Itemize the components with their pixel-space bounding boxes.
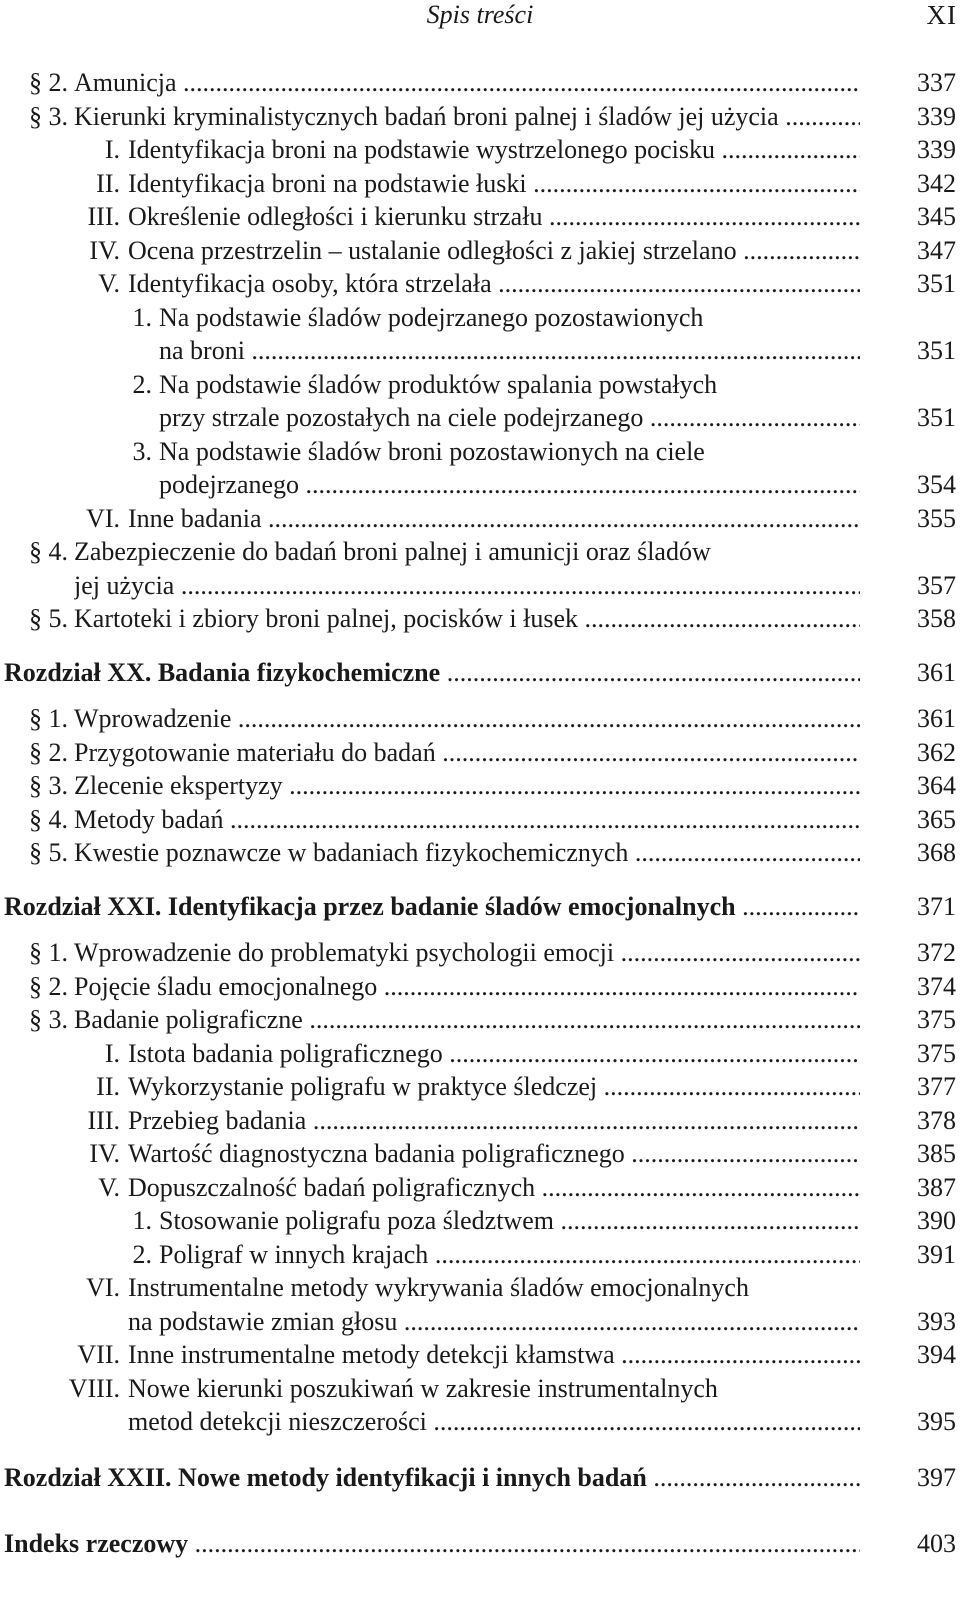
- toc-entry-page: 374: [917, 971, 956, 1001]
- toc-entry: [0, 234, 960, 268]
- toc-entry: [0, 970, 960, 1004]
- toc-entry-title: Przygotowanie materiału do badań .....: [74, 736, 860, 770]
- toc-entry-title: Kwestie poznawcze w badaniach fizykochemicznych .....: [74, 836, 860, 870]
- toc-entry-page: 391: [917, 1239, 956, 1269]
- toc-entry: [0, 1037, 960, 1071]
- running-header: [0, 0, 960, 34]
- toc-entry-title: Badanie poligraficzne .....: [74, 1003, 860, 1037]
- toc-entry: [0, 702, 960, 736]
- toc-entry-page: 337: [917, 68, 956, 97]
- toc-entry-page: 345: [917, 202, 956, 231]
- toc-chapter-entry: [0, 1527, 960, 1561]
- toc-entry-title: Wykorzystanie poligrafu w praktyce śledczej .....: [128, 1070, 860, 1104]
- toc-entry-number: 1.: [132, 302, 152, 332]
- toc-entry-page: 385: [917, 1139, 956, 1168]
- toc-entry-number: 3.: [132, 436, 152, 466]
- toc-entry-number: II.: [96, 1072, 120, 1101]
- toc-entry: [0, 167, 960, 201]
- toc-entry-title: Poligraf w innych krajach .....: [159, 1238, 860, 1272]
- toc-entry-title: na broni .....: [159, 334, 860, 368]
- toc-entry-page: 387: [917, 1172, 956, 1202]
- toc-entry-number: I.: [104, 135, 120, 164]
- toc-entry-title: Identyfikacja broni na podstawie łuski .....: [128, 167, 860, 201]
- toc-entry-page: 342: [917, 168, 956, 198]
- toc-entry-number: IV.: [89, 1139, 120, 1168]
- toc-entry-title: przy strzale pozostałych na ciele podejrzanego .....: [159, 401, 860, 435]
- toc-entry: [0, 100, 960, 134]
- toc-entry-title: Zabezpieczenie do badań broni palnej i amunicji oraz śladów: [74, 537, 711, 566]
- toc-entry-title: Rozdział XX. Badania fizykochemiczne .....: [4, 656, 860, 690]
- toc-entry-page: 361: [917, 657, 956, 687]
- toc-entry: [0, 1204, 960, 1238]
- toc-entry-page: 397: [917, 1462, 956, 1492]
- toc-entry-page: 395: [917, 1407, 956, 1436]
- toc-entry: [0, 936, 960, 970]
- toc-entry-title: Istota badania poligraficznego .....: [128, 1037, 860, 1071]
- toc-entry-number: III.: [87, 202, 120, 231]
- toc-entry: [0, 535, 960, 602]
- toc-entry: [0, 368, 960, 435]
- toc-entry: [0, 200, 960, 234]
- toc-entry-title: Określenie odległości i kierunku strzału .....: [128, 200, 860, 234]
- toc-entry-number: § 4.: [29, 804, 68, 834]
- toc-entry: [0, 301, 960, 368]
- toc-entry: [0, 1003, 960, 1037]
- toc-entry-number: § 2.: [29, 971, 68, 1001]
- toc-entry: [0, 1070, 960, 1104]
- toc-entry-number: § 1.: [29, 938, 68, 967]
- toc-entry-page: 372: [917, 938, 956, 967]
- toc-entry-title: Identyfikacja osoby, która strzelała .....: [128, 267, 860, 301]
- toc-entry-page: 358: [917, 604, 956, 633]
- toc-entry-number: III.: [87, 1105, 120, 1135]
- toc-entry-title: Wprowadzenie .....: [74, 702, 860, 736]
- toc-entry: [0, 769, 960, 803]
- toc-entry-title: Na podstawie śladów podejrzanego pozostawionych: [159, 302, 704, 332]
- toc-entry-page: 375: [917, 1038, 956, 1068]
- toc-entry: [0, 502, 960, 536]
- toc-entry-number: II.: [96, 168, 120, 198]
- toc-entry: [0, 1171, 960, 1205]
- toc-entry-title: Amunicja .....: [74, 66, 860, 100]
- toc-entry: [0, 133, 960, 167]
- toc-entry-title: Przebieg badania .....: [128, 1104, 860, 1138]
- toc-entry-number: § 1.: [29, 704, 68, 733]
- toc-entry-page: 390: [917, 1206, 956, 1235]
- toc-entry-number: 2.: [132, 369, 152, 399]
- toc-entry-title: Identyfikacja broni na podstawie wystrzelonego pocisku .....: [128, 133, 860, 167]
- toc-entry-number: § 4.: [29, 537, 68, 566]
- toc-entry-title: podejrzanego .....: [159, 468, 860, 502]
- toc-entry-page: 393: [917, 1306, 956, 1336]
- toc-entry-number: VII.: [77, 1340, 120, 1369]
- toc-entry-number: § 3.: [29, 771, 68, 800]
- toc-entry-page: 339: [917, 101, 956, 131]
- toc-entry-number: VIII.: [68, 1373, 120, 1403]
- toc-entry-number: 2.: [132, 1239, 152, 1269]
- toc-entry-page: 351: [917, 269, 956, 298]
- toc-entry-number: V.: [98, 269, 120, 298]
- toc-entry-number: § 3.: [29, 1005, 68, 1034]
- toc-entry-title: Nowe kierunki poszukiwań w zakresie instrumentalnych: [128, 1373, 718, 1403]
- toc-entry-page: 378: [917, 1105, 956, 1135]
- toc-entry: [0, 1338, 960, 1372]
- toc-entry-title: Instrumentalne metody wykrywania śladów emocjonalnych: [128, 1273, 749, 1302]
- toc-entry-page: 364: [917, 771, 956, 800]
- toc-entry-title: Wprowadzenie do problematyki psychologii emocji .....: [74, 936, 860, 970]
- toc-entry-number: § 3.: [29, 101, 68, 131]
- toc-entry: [0, 66, 960, 100]
- toc-entry-page: 357: [917, 570, 956, 600]
- toc-entry: [0, 803, 960, 837]
- toc-entry-title: jej użycia .....: [74, 569, 860, 603]
- toc-entry-title: Stosowanie poligrafu poza śledztwem .....: [159, 1204, 860, 1238]
- toc-entry-title: Metody badań .....: [74, 803, 860, 837]
- toc-entry-number: § 5.: [29, 838, 68, 867]
- toc-entry-number: § 2.: [29, 737, 68, 767]
- page-number: XI: [926, 0, 957, 30]
- toc-entry-title: Pojęcie śladu emocjonalnego .....: [74, 970, 860, 1004]
- toc-entry-number: IV.: [89, 235, 120, 265]
- toc-entry: [0, 1104, 960, 1138]
- toc-entry-page: 361: [917, 704, 956, 733]
- toc-entry-number: V.: [98, 1172, 120, 1202]
- toc-entry: [0, 836, 960, 870]
- toc-entry-title: Indeks rzeczowy .....: [4, 1527, 860, 1561]
- toc-chapter-entry: [0, 890, 960, 924]
- toc-entry-page: 365: [917, 804, 956, 834]
- toc-entry-page: 351: [917, 403, 956, 432]
- toc-entry-title: Zlecenie ekspertyzy .....: [74, 769, 860, 803]
- toc-entry-number: 1.: [132, 1206, 152, 1235]
- toc-entry-title: Kierunki kryminalistycznych badań broni palnej i śladów jej użycia .....: [74, 100, 860, 134]
- toc-entry-title: Rozdział XXII. Nowe metody identyfikacji i innych badań .....: [4, 1461, 860, 1495]
- toc-entry-page: 377: [917, 1072, 956, 1101]
- toc-entry-title: Inne badania .....: [128, 502, 860, 536]
- toc-entry: [0, 1238, 960, 1272]
- toc-entry-title: Rozdział XXI. Identyfikacja przez badanie śladów emocjonalnych .....: [4, 890, 860, 924]
- toc-entry: [0, 1271, 960, 1338]
- toc-entry-page: 368: [917, 838, 956, 867]
- toc-entry: [0, 267, 960, 301]
- toc-entry: [0, 435, 960, 502]
- toc-entry-title: Kartoteki i zbiory broni palnej, pocisków i łusek .....: [74, 602, 860, 636]
- toc-entry-title: na podstawie zmian głosu .....: [128, 1305, 860, 1339]
- toc-entry-page: 362: [917, 737, 956, 767]
- toc-entry-title: Na podstawie śladów produktów spalania powstałych: [159, 369, 718, 399]
- toc-entry-title: Na podstawie śladów broni pozostawionych na ciele: [159, 436, 705, 466]
- toc-entry-page: 347: [917, 235, 956, 265]
- toc-entry-number: VI.: [86, 503, 120, 533]
- toc-entry-page: 375: [917, 1005, 956, 1034]
- toc-entry-number: I.: [104, 1038, 120, 1068]
- toc-entry-page: 354: [917, 470, 956, 499]
- toc-entry-title: Dopuszczalność badań poligraficznych .....: [128, 1171, 860, 1205]
- toc-entry-page: 403: [917, 1529, 956, 1558]
- running-title: Spis treści: [426, 0, 534, 29]
- toc-entry-page: 351: [917, 336, 956, 365]
- toc-entry-title: Ocena przestrzelin – ustalanie odległości z jakiej strzelano .....: [128, 234, 860, 268]
- toc-entry-number: § 2.: [29, 68, 68, 97]
- toc-chapter-entry: [0, 1461, 960, 1495]
- toc-entry: [0, 1372, 960, 1439]
- toc-entry-number: VI.: [86, 1273, 120, 1302]
- toc-entry: [0, 1137, 960, 1171]
- toc-entry-page: 355: [917, 503, 956, 533]
- toc-entry-page: 394: [917, 1340, 956, 1369]
- toc-entry-page: 339: [917, 135, 956, 164]
- toc-entry-title: Wartość diagnostyczna badania poligraficznego .....: [128, 1137, 860, 1171]
- table-of-contents: [0, 66, 960, 1561]
- toc-entry-title: Inne instrumentalne metody detekcji kłamstwa .....: [128, 1338, 860, 1372]
- toc-entry-title: metod detekcji nieszczerości .....: [128, 1405, 860, 1439]
- toc-entry: [0, 736, 960, 770]
- toc-entry: [0, 602, 960, 636]
- toc-entry-number: § 5.: [29, 604, 68, 633]
- toc-chapter-entry: [0, 656, 960, 690]
- toc-entry-page: 371: [917, 891, 956, 921]
